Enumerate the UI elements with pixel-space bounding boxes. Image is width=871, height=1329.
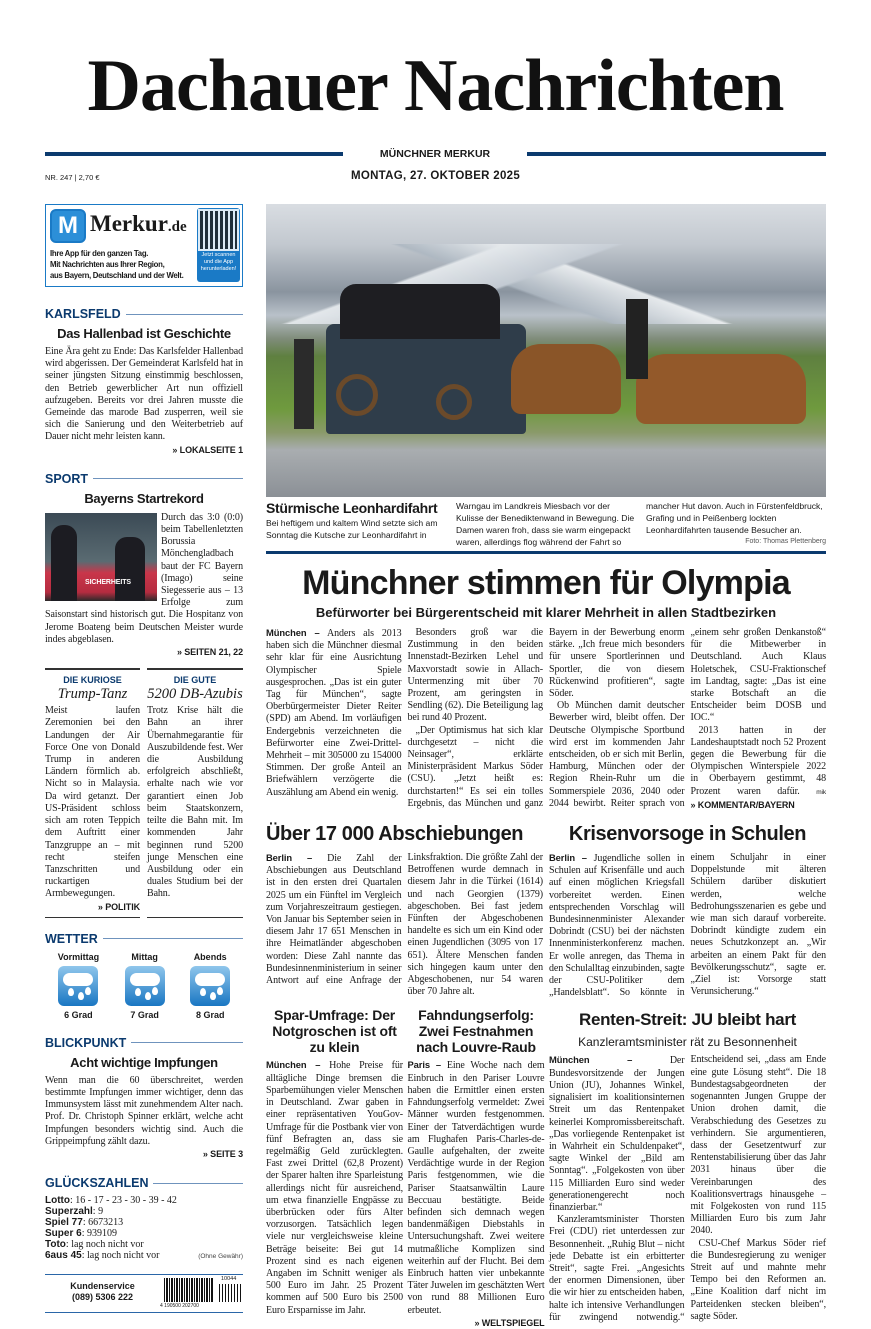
headline[interactable]: Acht wichtige Impfungen xyxy=(70,1054,218,1070)
article-body: Die Zahl der Abschiebungen aus Deutschland ist in den ersten drei Quartalen 2025 um ein Fünftel im Vergleich zum Vorjahreszeitraum gestiegen. Von Januar bis September seien in diesem Jahr 17 651 Menschen in ihre Heimatländer abgeschoben worden: Diese Zahl nannte das Bundesinnenministerium in seiner Antwort auf eine Anfrage der Linksfraktion. Die größte Zahl der Betroffenen wurde demnach in diesem Jahr in die Türkei (1614) und nach Georgien (1379) abgeschoben. Bei fast jedem Fünften der Abgeschobenen handelte es sich um ein Kind oder einen Jugendlichen (3095 von 17 651). Ältere Menschen fanden sich hingegen kaum unter den Abgeschobenen, nur 54 waren über 70 Jahre alt. xyxy=(266,852,543,998)
section-kicker xyxy=(45,307,243,321)
article-body: Wenn man die 60 überschreitet, werden bestimmte Impfungen immer wichtiger, denn das Immunsystem lässt mit zunehmendem Alter nach. Prof. Dr. Christoph Spinner erklärt, welche acht Impfungen besonders wichtig sind. Auch die Grippeimpfung zählt dazu. xyxy=(45,1074,243,1147)
kicker-label: WETTER xyxy=(45,931,98,946)
short-news xyxy=(45,668,243,917)
ad-line: Ihre App für den ganzen Tag. xyxy=(50,249,149,258)
page-reference[interactable]: » LOKALSEITE 1 xyxy=(172,444,243,455)
barcode-icon xyxy=(164,1278,214,1302)
paragraph: Kanzleramtsminister Thorsten Frei (CDU) riet unterdessen zur Besonnenheit. „Ruhig Blut – nicht jede Debatte ist ein erbitterter Streit“, sagte Frei. „Angesichts der enormen Dimensionen, über die wir hier zu entscheiden haben, halte ich intensive Verhandlungen für zwingend notwendig.“ Entscheidend sei, „dass am Ende eine gute Lösung steht“. Die 18 Bundestagsabgeordneten der sogenannten Jungen Gruppe der Union drohen damit, die Verabschiedung des Gesetzes zu verhindern. Sie argumentieren, dass der Gesetzentwurf zur Rentenstabilisierung über das Jahr 2031 hinaus über die Vereinbarungen des Koalitionsvertrags hinausgehe – mit Folgekosten von rund 115 Milliarden Euro bis zum Jahr 2040. xyxy=(549,1054,826,1323)
bottom-stories xyxy=(266,1007,826,1328)
page-reference[interactable]: » SEITEN 21, 22 xyxy=(176,647,243,658)
page-reference[interactable]: » POLITIK xyxy=(97,901,140,912)
weather-time: Mittag xyxy=(131,951,158,962)
kicker-label: DIE GUTE xyxy=(173,675,217,686)
photo-credit: Foto: Thomas Plettenberg xyxy=(745,538,826,545)
headline[interactable]: Trump-Tanz xyxy=(57,686,128,703)
weather-item xyxy=(58,952,99,1020)
ad-line: Mit Nachrichten aus Ihrer Region, xyxy=(50,260,165,269)
lotto-key: Superzahl xyxy=(45,1206,93,1218)
lotto-key: Toto xyxy=(45,1239,66,1251)
disclaimer: (Ohne Gewähr) xyxy=(198,1253,243,1261)
paragraph: „Der Optimismus hat sich klar durchgesetzt – nicht die Neinsager“, erklärte Ministerpräsident Markus Söder (CSU). „Jetzt heißt es: durchstarten!“ Es sei ein tolles Ergebnis, das München und ganz Bayern in der Bewerbung enorm stärke. „Ich freue mich besonders für unsere Sportlerinnen und Sportler, die von diesem Rückenwind profitieren“, sagte Söder. xyxy=(407,627,685,809)
krisen-article xyxy=(549,822,826,999)
article-body: Trotz Krise hält die Bahn an ihrer Übernahmegarantie für Auszubildende fest. Wer die Ausbildung erfolgreich abschließt, erhalte nach wie vor garantiert einen Job beim Staatskonzern, teilte die Bahn mit. Im kommenden Jahr beginnen rund 5200 junge Menschen eine Ausbildung oder ein duales Studium bei der Bahn. xyxy=(147,705,243,900)
spar-article xyxy=(266,1007,403,1328)
sport-photo xyxy=(45,513,157,601)
abschiebungen-article xyxy=(266,822,543,999)
headline[interactable]: Spar-Umfrage: Der Notgroschen ist oft zu klein xyxy=(272,1007,397,1056)
article-body: Hohe Preise für alltägliche Dinge bremsen die Sparbemühungen vieler Menschen in Deutschland. Zwar gaben in einer repräsentativen YouGov-Umfrage für die Postbank vier von fünf Befragten an, dass sie regelmäßig Geld zurücklegten. Fast zwei Drittel (62,8 Prozent) der Sparer halten ihre Sparleistung allerdings nicht für ausreichend, um etwa finanzielle Engpässe zu überbrücken oder fürs Alter vorzusorgen. Tatsächlich legen viele nur vergleichsweise kleine Beträge beiseite: Bei gut 14 Prozent sind es nach eigenen Angaben im Schnitt weniger als 500 Euro im Jahr. 25 Prozent kommen auf 500 Euro bis 2500 Euro Ersparnisse im Jahr. xyxy=(266,1060,404,1316)
qr-code-icon xyxy=(200,211,237,249)
lead-headline[interactable]: Münchner stimmen für Olympia xyxy=(302,564,790,602)
rain-cloud-icon xyxy=(125,966,165,1006)
lotto-key: 6aus 45 xyxy=(45,1250,82,1262)
right-column xyxy=(266,204,826,1329)
headline[interactable]: Über 17 000 Abschiebungen xyxy=(266,823,524,846)
rente-article xyxy=(549,1007,826,1328)
louvre-article xyxy=(408,1007,545,1328)
service-label: Kundenservice xyxy=(70,1281,135,1292)
issue-date: MONTAG, 27. OKTOBER 2025 xyxy=(350,170,521,182)
dateline: Berlin – xyxy=(266,852,313,864)
masthead-title: Dachauer Nachrichten xyxy=(87,45,784,127)
merkur-logo-icon: M xyxy=(50,209,86,243)
article-body: Meist laufen Zeremonien bei den Landungen der Air Force One von Donald Trump in anderen Ländern förmlich ab. Nicht so in Malaysia. Da wird getanzt. Der US-Präsident schloss sich am roten Teppich dem Auftritt einer Tanzgruppe an – mit recht steifen Tanzschritten und ruckartigen Armbewegungen. xyxy=(45,705,140,900)
kicker-label: BLICKPUNKT xyxy=(45,1035,127,1050)
headline[interactable]: Fahndungserfolg: Zwei Festnahmen nach Louvre-Raub xyxy=(416,1007,536,1056)
kuriose-box xyxy=(45,668,140,917)
headline[interactable]: Renten-Streit: JU bleibt hart xyxy=(578,1010,797,1030)
weather-forecast xyxy=(45,952,243,1020)
barcode-addon-icon xyxy=(219,1284,241,1302)
photo-sign: SICHERHEITS xyxy=(85,578,131,586)
paragraph: Der Bundesvorsitzende der Jungen Union (JU), Johannes Winkel, signalisiert im koalitionsinternen Streit um das Rentenpaket keinerlei Kompromissbereitschaft. „Das vorliegende Rentenpaket ist in Wahrheit ein Schuldenpaket“, sagte Winkel der „Bild am Sonntag“. „Folgekosten von über 115 Milliarden Euro sind weder generationengerecht noch finanzierbar.“ xyxy=(549,1055,685,1213)
edition-name: MÜNCHNER MERKUR xyxy=(379,148,491,160)
dateline: München – xyxy=(266,627,320,638)
headline[interactable]: 5200 DB-Azubis xyxy=(147,686,243,703)
dateline: Berlin – xyxy=(549,852,587,864)
article-body: Jugendliche sollen in Schulen auf Krisenfälle und auch auf einen möglichen Kriegsfall vorbereitet werden. Einen entsprechenden Vorschlag will Bundesinnenminister Alexander Dobrindt (CSU) bei der nächsten Innenministerkonferenz machen. Er wolle anregen, das Thema in den Schulalltag einzubinden, sagte der CSU-Politiker dem „Handelsblatt“. So könnte in einem Schuljahr in einer Doppelstunde mit älteren Schülern darüber diskutiert werden, welche Bedrohungsszenarien es gebe und wie man sich darauf vorbereite. Dobrindt kündigte zudem ein neues Schutzkonzept an. „Wir arbeiten an einem Pakt für den Bevölkerungsschutz“, sagte er. „Ziel ist: Vorsorge statt Verunsicherung.“ xyxy=(549,852,826,999)
lead-body xyxy=(266,627,826,812)
weather-time: Abends xyxy=(193,951,227,962)
lotto-value: 939109 xyxy=(86,1228,117,1240)
weather-item xyxy=(125,952,165,1020)
lotto-value: 16 - 17 - 23 - 30 - 39 - 42 xyxy=(75,1195,177,1207)
headline[interactable]: Krisenvorsoge in Schulen xyxy=(568,823,807,846)
lotto-value: 9 xyxy=(98,1206,104,1218)
issue-number: NR. 247 xyxy=(45,173,73,182)
author: mik xyxy=(816,788,826,796)
dateline: München – xyxy=(266,1059,321,1071)
lotto-key: Spiel 77 xyxy=(45,1217,83,1229)
qr-text: Jetzt scannen und die App herunterladen! xyxy=(200,252,237,272)
subhead: Kanzleramtsminister rät zu Besonnenheit xyxy=(578,1035,797,1050)
lotto-key: Super 6 xyxy=(45,1228,82,1240)
kicker-label: KARLSFELD xyxy=(45,307,121,321)
paragraph: Besonders groß war die Zustimmung in den beiden Innenstadt-Bezirken Lehel und Maxvorstadt sowie in Allach-Untermenzing mit über 70 Prozent, am geringsten in Sendling (62). Die Beteiligung lag bei rund 40 Prozent. xyxy=(407,627,543,724)
lotto-value: 6673213 xyxy=(88,1217,124,1229)
barcode-number: 4 190500 202700 xyxy=(160,1303,199,1310)
page-reference[interactable]: » KOMMENTAR/BAYERN xyxy=(690,799,795,810)
page-reference[interactable]: » WELTSPIEGEL xyxy=(474,1317,545,1328)
rain-cloud-icon xyxy=(190,966,230,1006)
rain-cloud-icon xyxy=(58,966,98,1006)
divider xyxy=(266,551,826,554)
paragraph: 2013 hatten in der Landeshauptstadt noch 52 Prozent gegen die Bewerbung für die Olympischen Winterspiele 2022 in Oberbayern gestimmt, 48 Prozent waren dafür. xyxy=(690,724,826,797)
photo-headline[interactable]: Stürmische Leonhardifahrt xyxy=(266,500,438,516)
weather-temp: 8 Grad xyxy=(195,1009,225,1020)
dateline: München – xyxy=(549,1054,633,1066)
dateline: Paris – xyxy=(407,1059,441,1071)
left-column xyxy=(45,204,243,1313)
merkur-app-ad[interactable] xyxy=(45,204,243,287)
caption-text: Bei heftigem und kaltem Wind setzte sich am Sonntag die Kutsche zur Leonhardifahrt in Warngau im Landkreis Miesbach vor der Kulisse der Benediktenwand in Bewegung. Die Damen waren froh, dass sie warm eingepackt waren, allerdings flog während der Fahrt so mancher Hut davon. Auch in Fürstenfeldbruck, Grafing und in Peißenberg lockten Leonhardifahrten tausende Besucher an. xyxy=(266,501,823,547)
gute-box xyxy=(147,668,243,917)
lottery-numbers: Lotto: 16 - 17 - 23 - 30 - 39 - 42 Superzahl: 9 Spiel 77: 6673213 Super 6: 939109 Toto: lag noch nicht vor 6aus 45: lag noch nicht vor (Ohne Gewähr) xyxy=(45,1195,243,1262)
weather-temp: 7 Grad xyxy=(130,1009,159,1020)
section-kicker xyxy=(45,472,243,486)
article-body: Eine Ära geht zu Ende: Das Karlsfelder Hallenbad wird abgerissen. Der Gemeinderat Karlsfeld hat in seiner jüngsten Sitzung einstimmig beschlossen, den Betrieb gewerblicher Art nun offiziell aufzugeben. Bereits vor drei Jahren musste die Gemeinde das marode Bad zusperren, weil sie sich die Sanierung und den Weiterbetrieb auf Dauer nicht mehr leisten kann. xyxy=(45,346,243,443)
article-body: Eine Woche nach dem Einbruch in den Pariser Louvre haben die Ermittler einen ersten Fahndungserfolg vermeldet: Zwei Männer wurden festgenommen. Einer der Tatverdächtigen wurde am Flughafen Paris-Charles-de-Gaulle aufgehalten, der zweite Verdächtige wurde in der Region Paris festgenommen, wie die Pariser Staatsanwältin Laure Beccuau bestätigte. Beide befinden sich demnach wegen bandenmäßigen Diebstahls in Untersuchungshaft. Zwei weitere mutmaßliche Komplizen sind weiterhin auf der Flucht. Bei dem Einbruch hatten vier unbekannte Täter Juwelen im geschätzten Wert von rund 88 Millionen Euro erbeutet. xyxy=(407,1060,545,1316)
service-phone[interactable]: (089) 5306 222 xyxy=(71,1292,134,1303)
ad-line: aus Bayern, Deutschland und der Welt. xyxy=(50,271,184,280)
leonhardifahrt-photo[interactable] xyxy=(266,204,826,497)
divider xyxy=(45,152,343,156)
price: 2,70 € xyxy=(78,173,100,182)
article-body: Durch das 3:0 (0:0) beim Tabellenletzten Borussia Mönchengladbach baut der FC Bayern (Imago) seine Siegesserie aus – 13 Erfolge zum Saisonstart sind historisch gut. Die Hospitanz von Jerome Boateng beim Deutschen Meister wurde indes abgeblasen. xyxy=(45,511,243,645)
lotto-value: lag noch nicht vor xyxy=(86,1250,160,1262)
lead-subhead: Befürworter bei Bürgerentscheid mit klarer Mehrheit in allen Stadtbezirken xyxy=(315,605,777,620)
headline[interactable]: Das Hallenbad ist Geschichte xyxy=(57,326,231,341)
page-reference[interactable]: » SEITE 3 xyxy=(202,1148,243,1159)
section-kicker xyxy=(45,1036,243,1050)
paragraph: Ob München damit deutscher Bewerber wird, bleibt offen. Der Deutsche Olympische Sportbund wird erst im kommenden Jahr entscheiden, ob er sich mit Berlin, Hamburg, München oder der Region Rhein-Ruhr um die Sommerspiele 2036, 2040 oder 2044 bewirbt. Reiter sprach von „einem sehr großen Denkanstoß“ für die Mitbewerber in Deutschland. Auch Klaus Holetschek, CSU-Fraktionschef im Landtag, sagte: „Das ist eine starke Botschaft an die Entscheider beim DOSB und IOC.“ xyxy=(549,627,826,809)
section-kicker xyxy=(45,932,243,946)
footer-box xyxy=(45,1274,243,1313)
brand-name: Merkur xyxy=(90,211,168,236)
barcode-addon: 10044 xyxy=(221,1276,237,1283)
headline[interactable]: Bayerns Startrekord xyxy=(84,490,204,506)
photo-caption xyxy=(266,500,826,548)
middle-stories xyxy=(266,822,826,999)
lotto-key: Lotto xyxy=(45,1195,70,1207)
kicker-label: SPORT xyxy=(45,471,89,486)
kicker-label: DIE KURIOSE xyxy=(63,675,122,686)
divider xyxy=(527,152,826,156)
issue-info: NR. 247 | 2,70 € xyxy=(45,173,100,182)
weather-time: Vormittag xyxy=(57,951,100,962)
section-kicker xyxy=(45,1176,243,1190)
paragraph: CSU-Chef Markus Söder rief die Bundesregierung zu weniger Streit auf und mahnte mehr Tempo bei den Reformen an. „Eine Koalition darf nicht im Parteidenken stecken bleiben“, sagte Söder. xyxy=(690,1237,826,1322)
weather-temp: 6 Grad xyxy=(64,1009,93,1020)
paragraph: Anders als 2013 haben sich die Münchner diesmal sehr klar für eine Ausrichtung Olympischer Spiele ausgesprochen. „Das ist ein guter Tag für München“, sagte Oberbürgermeister Dieter Reiter (SPD) am Abend. Im vorläufigen Endergebnis verzeichneten die Befürworter eine Zwei-Drittel-Mehrheit – mit 305000 zu 154000 Stimmen. Der große Anteil an Briefwählern verzögerte die Auszählung am Abend ein wenig. xyxy=(266,628,402,798)
lotto-value: lag noch nicht vor xyxy=(71,1239,144,1251)
weather-item xyxy=(190,952,230,1020)
qr-panel[interactable] xyxy=(197,208,240,282)
kicker-label: GLÜCKSZAHLEN xyxy=(45,1176,149,1191)
brand-suffix: .de xyxy=(167,219,187,235)
